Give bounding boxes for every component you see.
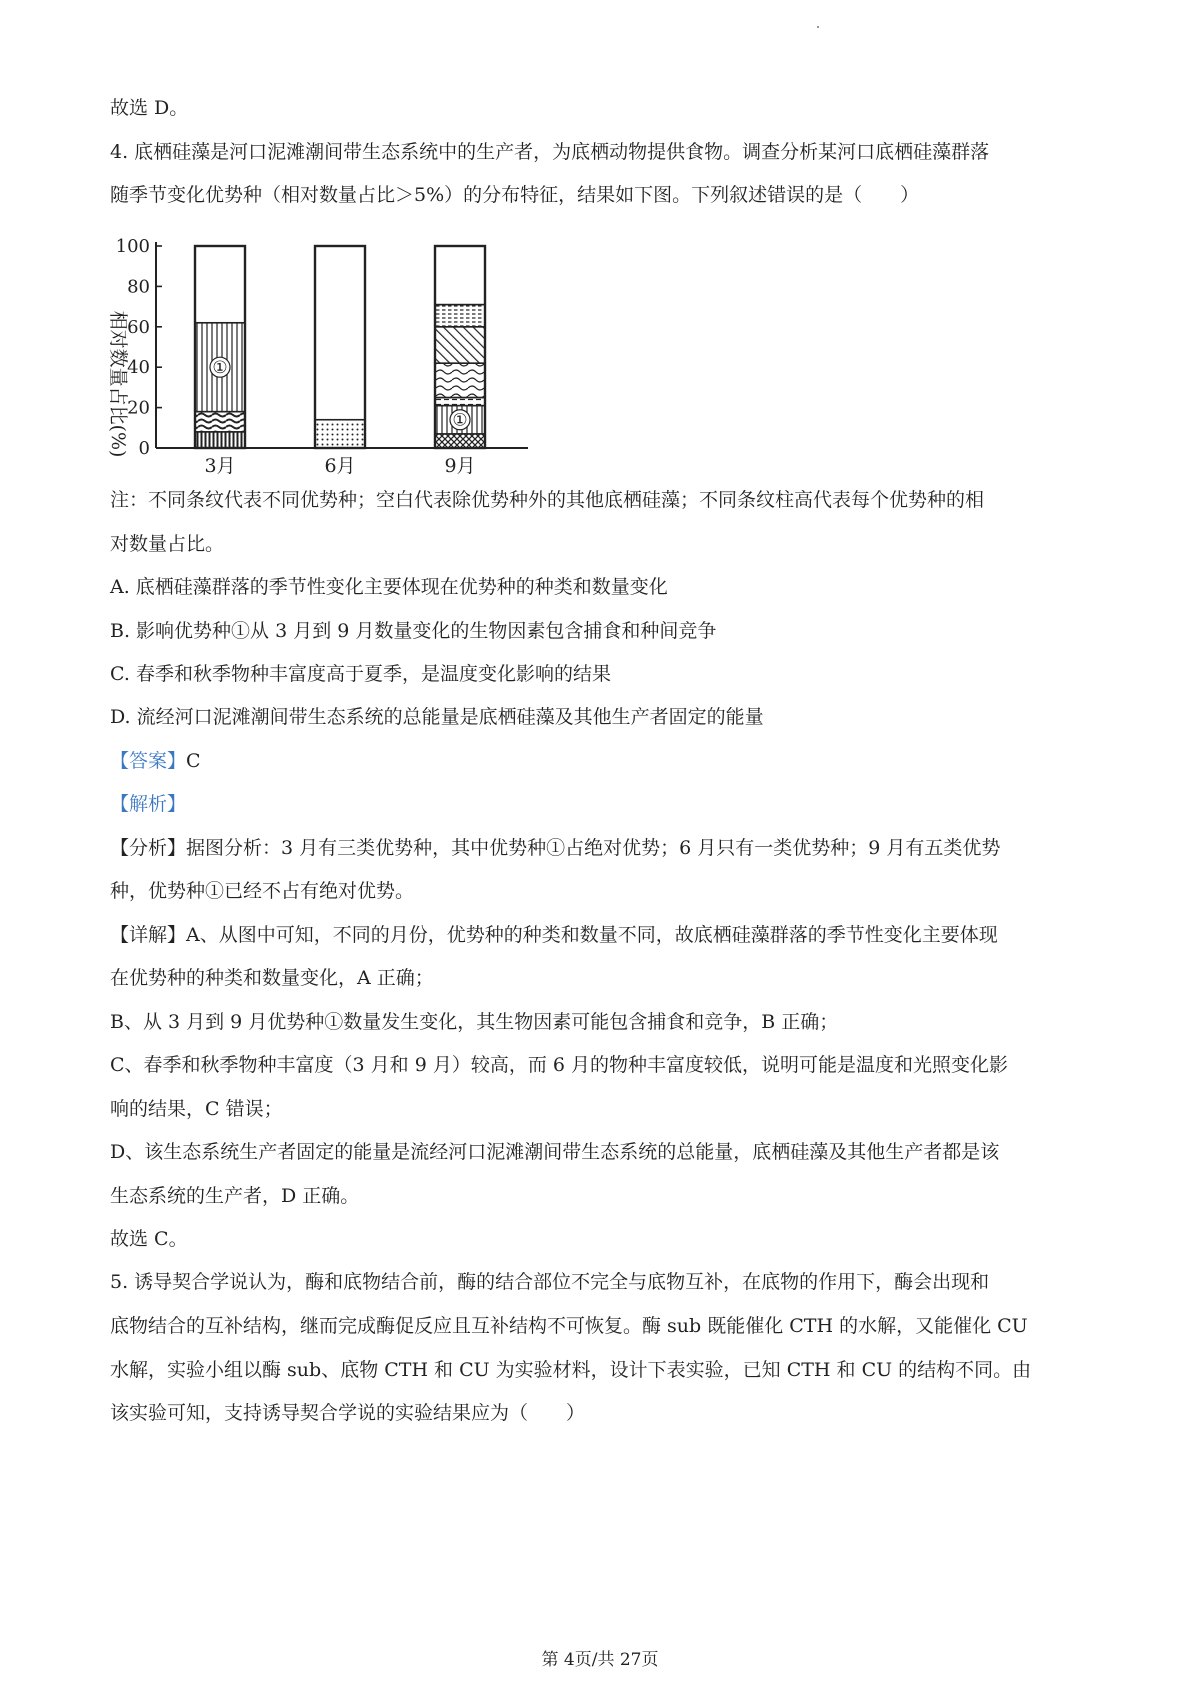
analysis-line: 在优势种的种类和数量变化，A 正确； xyxy=(110,967,434,989)
option-a: A. 底栖硅藻群落的季节性变化主要体现在优势种的种类和数量变化 xyxy=(110,576,668,598)
option-d: D. 流经河口泥滩潮间带生态系统的总能量是底栖硅藻及其他生产者固定的能量 xyxy=(110,706,764,728)
bar-segment xyxy=(435,434,485,448)
q5-line: 5. 诱导契合学说认为，酶和底物结合前，酶的结合部位不完全与底物互补，在底物的作用下，酶会出现和 xyxy=(110,1271,990,1293)
segment-label: ① xyxy=(212,358,228,379)
answer-value: C xyxy=(186,750,201,772)
bar-segment xyxy=(315,420,365,448)
y-tick-label: 20 xyxy=(127,397,150,419)
q5-line: 底物结合的互补结构，继而完成酶促反应且互补结构不可恢复。酶 sub 既能催化 CTH 的水解，又能催化 CU xyxy=(110,1315,1028,1337)
bar-segment xyxy=(195,246,245,323)
bar-segment xyxy=(195,412,245,432)
x-category-label: 9月 xyxy=(444,455,476,477)
y-tick-label: 80 xyxy=(127,276,150,298)
analysis-line: 【分析】据图分析：3 月有三类优势种，其中优势种①占绝对优势；6 月只有一类优势种；9 月有五类优势 xyxy=(110,837,1001,859)
analysis-line: C、春季和秋季物种丰富度（3 月和 9 月）较高，而 6 月的物种丰富度较低，说明可能是温度和光照变化影 xyxy=(110,1054,1009,1076)
q4-stem-line2: 随季节变化优势种（相对数量占比＞5%）的分布特征，结果如下图。下列叙述错误的是（ ） xyxy=(110,184,920,206)
analysis-tag: 【解析】 xyxy=(110,793,187,815)
bar-segment xyxy=(435,398,485,406)
y-tick-label: 60 xyxy=(127,316,150,338)
page-footer: 第 4页/共 27页 xyxy=(541,1650,659,1670)
option-c: C. 春季和秋季物种丰富度高于夏季，是温度变化影响的结果 xyxy=(110,663,611,685)
q4-stem-line1: 4. 底栖硅藻是河口泥滩潮间带生态系统中的生产者，为底栖动物提供食物。调查分析某河口底栖硅藻群落 xyxy=(110,141,990,163)
prev-answer-line: 故选 D。 xyxy=(110,97,189,119)
y-tick-label: 100 xyxy=(115,236,150,257)
bar-segment xyxy=(435,305,485,327)
option-b: B. 影响优势种①从 3 月到 9 月数量变化的生物因素包含捕食和种间竞争 xyxy=(110,620,717,642)
note-line1: 注：不同条纹代表不同优势种；空白代表除优势种外的其他底栖硅藻；不同条纹柱高代表每个优势种的相 xyxy=(110,489,985,511)
analysis-line: 【详解】A、从图中可知，不同的月份，优势种的种类和数量不同，故底栖硅藻群落的季节性变化主要体现 xyxy=(110,924,998,946)
bar-segment xyxy=(435,246,485,305)
bar-segment xyxy=(435,363,485,397)
y-tick-label: 40 xyxy=(127,357,150,379)
answer-tag: 【答案】 xyxy=(110,750,187,772)
q5-line: 该实验可知，支持诱导契合学说的实验结果应为（ ） xyxy=(110,1402,586,1424)
segment-label: ① xyxy=(452,410,468,431)
x-category-label: 6月 xyxy=(324,455,356,477)
answer-line xyxy=(110,748,201,774)
y-axis-label: 相对数量占比(%) xyxy=(107,310,129,458)
analysis-line: D、该生态系统生产者固定的能量是流经河口泥滩潮间带生态系统的总能量，底栖硅藻及其他生产者都是该 xyxy=(110,1141,1000,1163)
analysis-line: 故选 C。 xyxy=(110,1228,188,1250)
analysis-line: 响的结果，C 错误； xyxy=(110,1098,283,1120)
note-line2: 对数量占比。 xyxy=(110,533,225,555)
x-category-label: 3月 xyxy=(204,455,236,477)
bar-segment xyxy=(195,432,245,448)
y-tick-label: 0 xyxy=(138,438,150,459)
analysis-line: B、从 3 月到 9 月优势种①数量发生变化，其生物因素可能包含捕食和竞争，B 正确； xyxy=(110,1011,839,1033)
bar-segment xyxy=(315,246,365,420)
q5-line: 水解，实验小组以酶 sub、底物 CTH 和 CU 为实验材料，设计下表实验，已知 CTH 和 CU 的结构不同。由 xyxy=(110,1359,1032,1381)
scan-dot xyxy=(817,26,819,28)
analysis-line: 生态系统的生产者，D 正确。 xyxy=(110,1185,360,1207)
stacked-bar-chart xyxy=(100,232,580,522)
bar-segment xyxy=(435,327,485,363)
analysis-line: 种，优势种①已经不占有绝对优势。 xyxy=(110,880,415,902)
